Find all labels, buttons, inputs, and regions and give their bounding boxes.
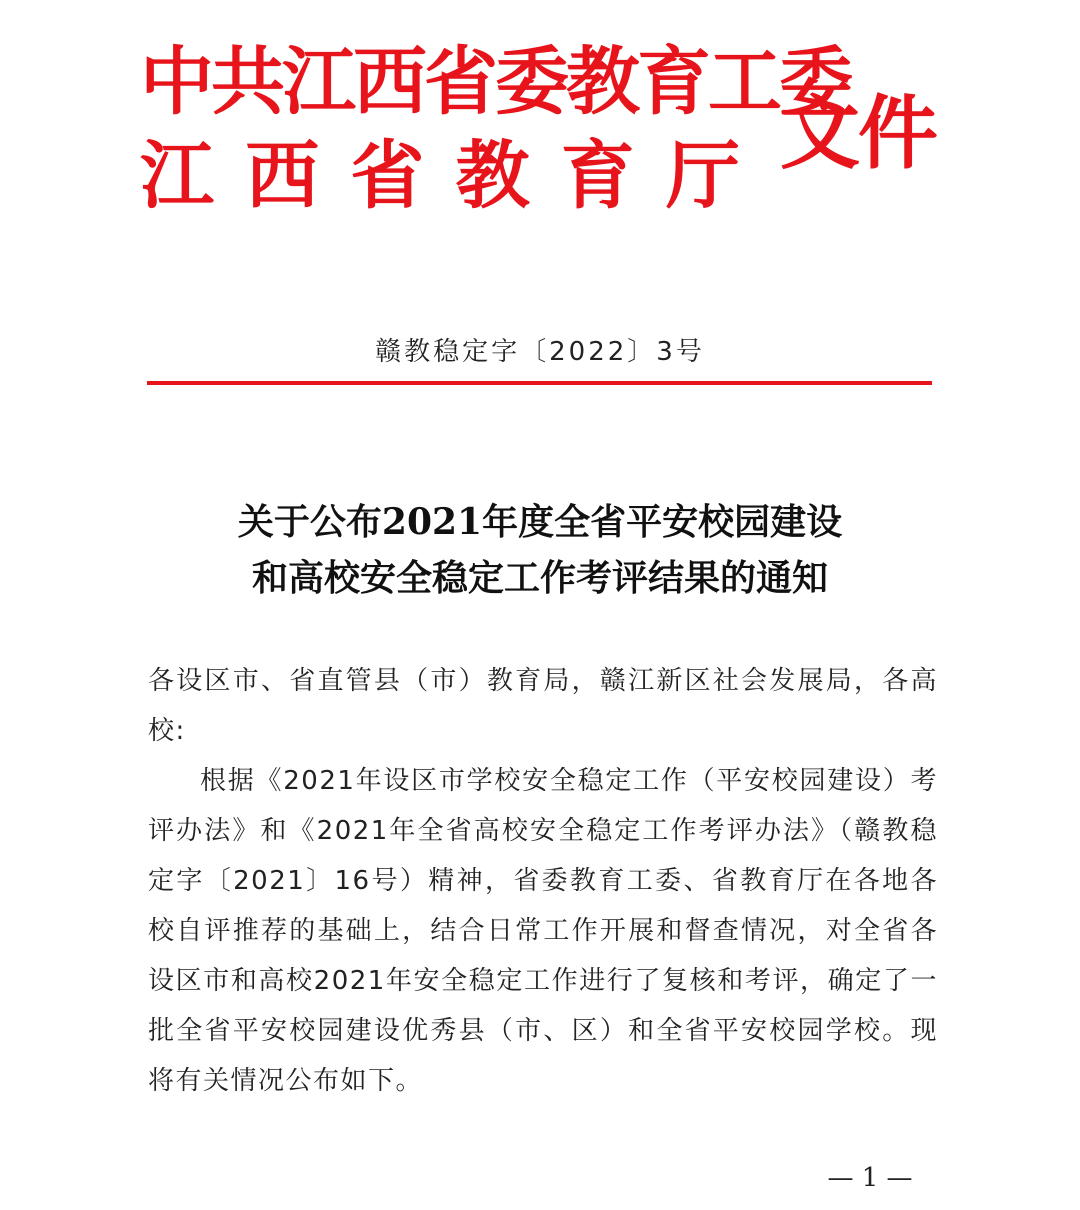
header-divider (147, 381, 932, 385)
page-number: — 1 — (827, 1163, 913, 1193)
document-body (148, 656, 938, 1106)
document-number: 赣教稳定字〔2022〕3号 (375, 337, 705, 367)
issuer-name-line-2 (140, 133, 740, 219)
body-paragraph: 根据《2021年设区市学校安全稳定工作（平安校园建设）考评办法》和《2021年全省高校安全稳定工作考评办法》（赣教稳定字〔2021〕16号）精神，省委教育工委、省教育厅在各地各校自评推荐的基础上，结合日常工作开展和督查情况，对全省各设区市和高校2021年安全稳定工作进行了复核和考评，确定了一批全省平安校园建设优秀县（市、区）和全省平安校园学校。现将有关情况公布如下。 (148, 766, 938, 1096)
issuer-name-line-1: 中共江西省委教育工委 (140, 39, 850, 125)
salutation: 各设区市、省直管县（市）教育局，赣江新区社会发展局，各高校: (148, 666, 938, 746)
issuer-char: 省 (350, 133, 425, 219)
title-line-2: 和高校安全稳定工作考评结果的通知 (251, 557, 828, 599)
issuer-char: 江 (140, 133, 214, 219)
title-line-1: 关于公布2021年度全省平安校园建设 (237, 501, 843, 543)
issuer-char: 育 (560, 133, 635, 219)
issuer-char: 厅 (665, 133, 740, 219)
document-header (140, 30, 960, 220)
document-type-label: 文件 (780, 86, 936, 180)
issuer-char: 西 (245, 133, 320, 219)
issuer-char: 教 (455, 133, 530, 219)
document-title (0, 494, 1080, 606)
